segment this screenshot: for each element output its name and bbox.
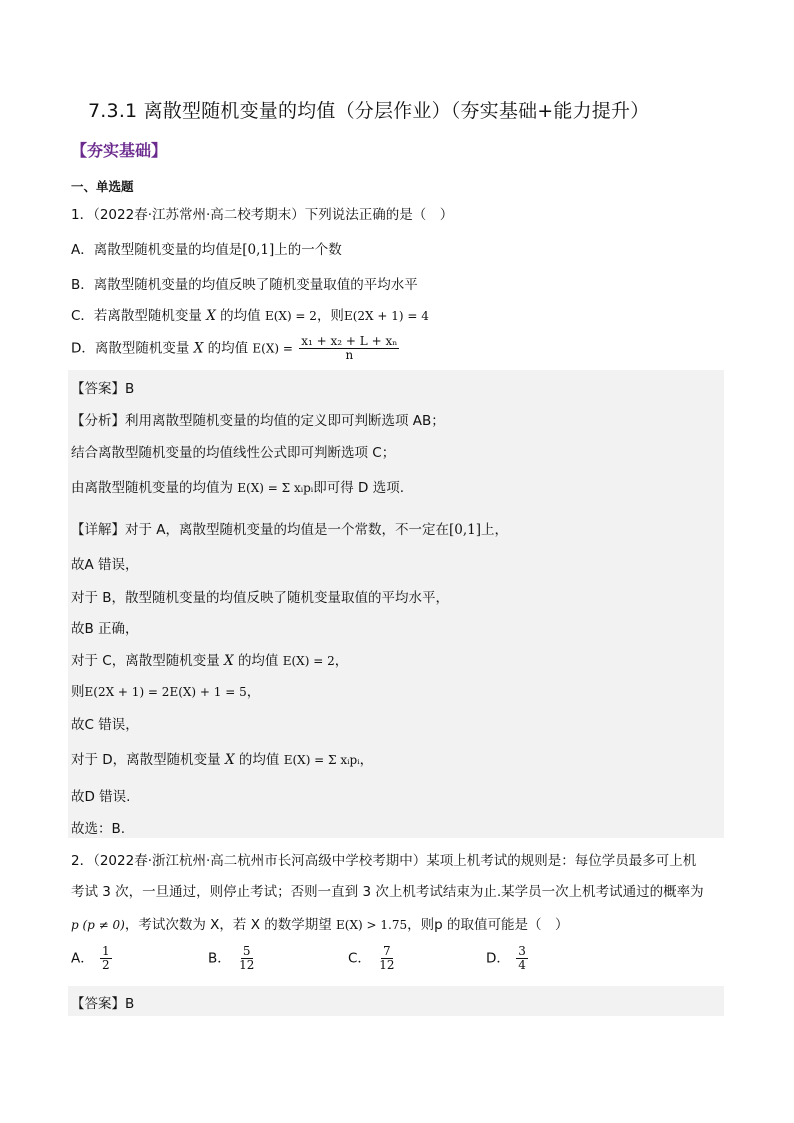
a1-detail-5-var: X <box>224 653 234 669</box>
a1-detail-1 <box>71 518 508 538</box>
q1-option-c-var: X <box>206 308 216 324</box>
q1-option-a-text-post: 上的一个数 <box>274 242 342 258</box>
q1-option-d-numerator: x₁ + x₂ + L + xₙ <box>301 334 398 348</box>
q2-p-condition: p (p ≠ 0) <box>71 918 125 932</box>
section-label: 【夯实基础】 <box>71 141 168 160</box>
q2-expectation-expr: E(X) > 1.75 <box>336 918 408 932</box>
q2-option-c <box>348 945 399 972</box>
a1-detail-6-post: ， <box>246 684 261 700</box>
a1-detail-5 <box>71 649 348 669</box>
q1-option-d-mid: 的均值 <box>207 340 249 357</box>
q2-option-b-label: B． <box>208 950 231 967</box>
q2-option-a-numerator: 1 <box>102 944 110 958</box>
a1-analysis-3-expr: E(X) = Σ xᵢpᵢ <box>237 481 314 495</box>
a1-detail-8-post: ， <box>359 752 374 768</box>
a1-analysis-3-pre: 由离散型随机变量的均值为 <box>71 480 233 496</box>
a1-detail-8-var: X <box>224 752 235 768</box>
q2-option-b <box>208 945 258 972</box>
a1-answer: 【答案】B <box>71 381 135 397</box>
a2-answer: 【答案】B <box>71 996 135 1012</box>
q1-option-d-var: X <box>193 340 204 357</box>
a1-analysis-3 <box>71 476 404 496</box>
a1-detail-5-expr: E(X) = 2 <box>282 654 335 668</box>
q1-option-a <box>71 238 342 258</box>
q2-line-2: 考试 3 次，一旦通过，则停止考试；否则一直到 3 次上机考试结束为止.某学员一次上机考试通过的概率为 <box>71 884 704 900</box>
q1-option-d-lhs: E(X) = <box>252 341 293 356</box>
q1-option-d-fraction <box>299 335 399 362</box>
a1-detail-8-mid: 的均值 <box>238 752 280 768</box>
a1-detail-2: 故A 错误， <box>71 557 139 573</box>
a1-detail-6-pre: 则 <box>71 684 85 700</box>
q2-option-a-fraction <box>100 945 112 972</box>
a1-detail-4: 故B 正确， <box>71 621 139 637</box>
q1-option-c-mid2: ，则 <box>316 308 344 324</box>
q2-option-d <box>486 945 530 972</box>
q2-option-c-fraction <box>377 945 396 972</box>
q2-line-3 <box>71 913 568 933</box>
q2-option-a <box>71 945 114 972</box>
a1-detail-7: 故C 错误， <box>71 717 139 733</box>
q1-option-d <box>71 335 401 362</box>
a1-detail-8 <box>71 748 373 768</box>
q1-option-b: B．离散型随机变量的均值反映了随机变量取值的平均水平 <box>71 277 418 293</box>
q1-option-d-pre: D．离散型随机变量 <box>71 340 190 357</box>
a1-analysis-3-post: 即可得 D 选项. <box>313 480 405 496</box>
q2-option-b-numerator: 5 <box>242 944 251 958</box>
q1-option-a-interval: [0,1] <box>242 242 275 258</box>
a1-detail-10: 故选：B. <box>71 821 126 837</box>
q1-option-d-denominator: n <box>345 348 354 362</box>
q2-line-3-b: ，则p 的取值可能是（ ） <box>407 917 569 933</box>
a1-detail-3: 对于 B，散型随机变量的均值反映了随机变量取值的平均水平， <box>71 590 450 606</box>
a1-detail-5-pre: 对于 C，离散型随机变量 <box>71 653 220 669</box>
answer-block-2 <box>68 986 724 1016</box>
q1-option-c-expr2: E(2X + 1) = 4 <box>343 309 429 323</box>
a1-analysis-2: 结合离散型随机变量的均值线性公式即可判断选项 C； <box>71 445 396 461</box>
q2-option-b-fraction <box>237 945 256 972</box>
q1-option-c <box>71 304 429 324</box>
q2-option-a-denominator: 2 <box>102 958 110 972</box>
q2-option-c-denominator: 12 <box>379 958 395 972</box>
a1-detail-1-pre: 【详解】对于 A，离散型随机变量的均值是一个常数，不一定在 <box>71 522 450 538</box>
a1-detail-8-expr: E(X) = Σ xᵢpᵢ <box>283 753 360 767</box>
q2-option-b-denominator: 12 <box>239 958 255 972</box>
page-title: 7.3.1 离散型随机变量的均值（分层作业）（夯实基础+能力提升） <box>88 100 650 122</box>
a1-analysis-1: 【分析】利用离散型随机变量的均值的定义即可判断选项 AB； <box>71 413 445 429</box>
q2-option-d-label: D． <box>486 950 510 967</box>
a1-detail-8-pre: 对于 D，离散型随机变量 <box>71 752 221 768</box>
q2-option-c-numerator: 7 <box>383 944 391 958</box>
q2-option-d-fraction <box>516 945 528 972</box>
q1-option-a-text-pre: A．离散型随机变量的均值是 <box>71 242 243 258</box>
a1-detail-6 <box>71 680 260 700</box>
q1-stem: 1．（2022春·江苏常州·高二校考期末）下列说法正确的是（ ） <box>71 207 454 223</box>
q2-option-d-numerator: 3 <box>518 944 526 958</box>
a1-detail-6-expr: E(2X + 1) = 2E(X) + 1 = 5 <box>84 685 247 699</box>
a1-detail-5-mid: 的均值 <box>237 653 279 669</box>
q1-option-c-pre: C．若离散型随机变量 <box>71 308 202 324</box>
a1-detail-1-interval: [0,1] <box>449 522 482 538</box>
q2-option-c-label: C． <box>348 950 371 967</box>
a1-detail-1-post: 上， <box>481 522 509 538</box>
q2-line-3-a: ，考试次数为 X，若 X 的数学期望 <box>124 917 332 933</box>
q1-option-c-mid: 的均值 <box>220 308 261 324</box>
a1-detail-9: 故D 错误. <box>71 789 131 805</box>
q2-line-1: 2．（2022春·浙江杭州·高二杭州市长河高级中学校考期中）某项上机考试的规则是：每位学员最多可上机 <box>71 853 697 869</box>
a1-detail-5-post: ， <box>334 653 349 669</box>
q2-option-d-denominator: 4 <box>518 958 526 972</box>
section-heading: 一、单选题 <box>71 179 134 194</box>
q2-option-a-label: A． <box>71 950 94 967</box>
q1-option-c-expr1: E(X) = 2 <box>264 309 317 323</box>
